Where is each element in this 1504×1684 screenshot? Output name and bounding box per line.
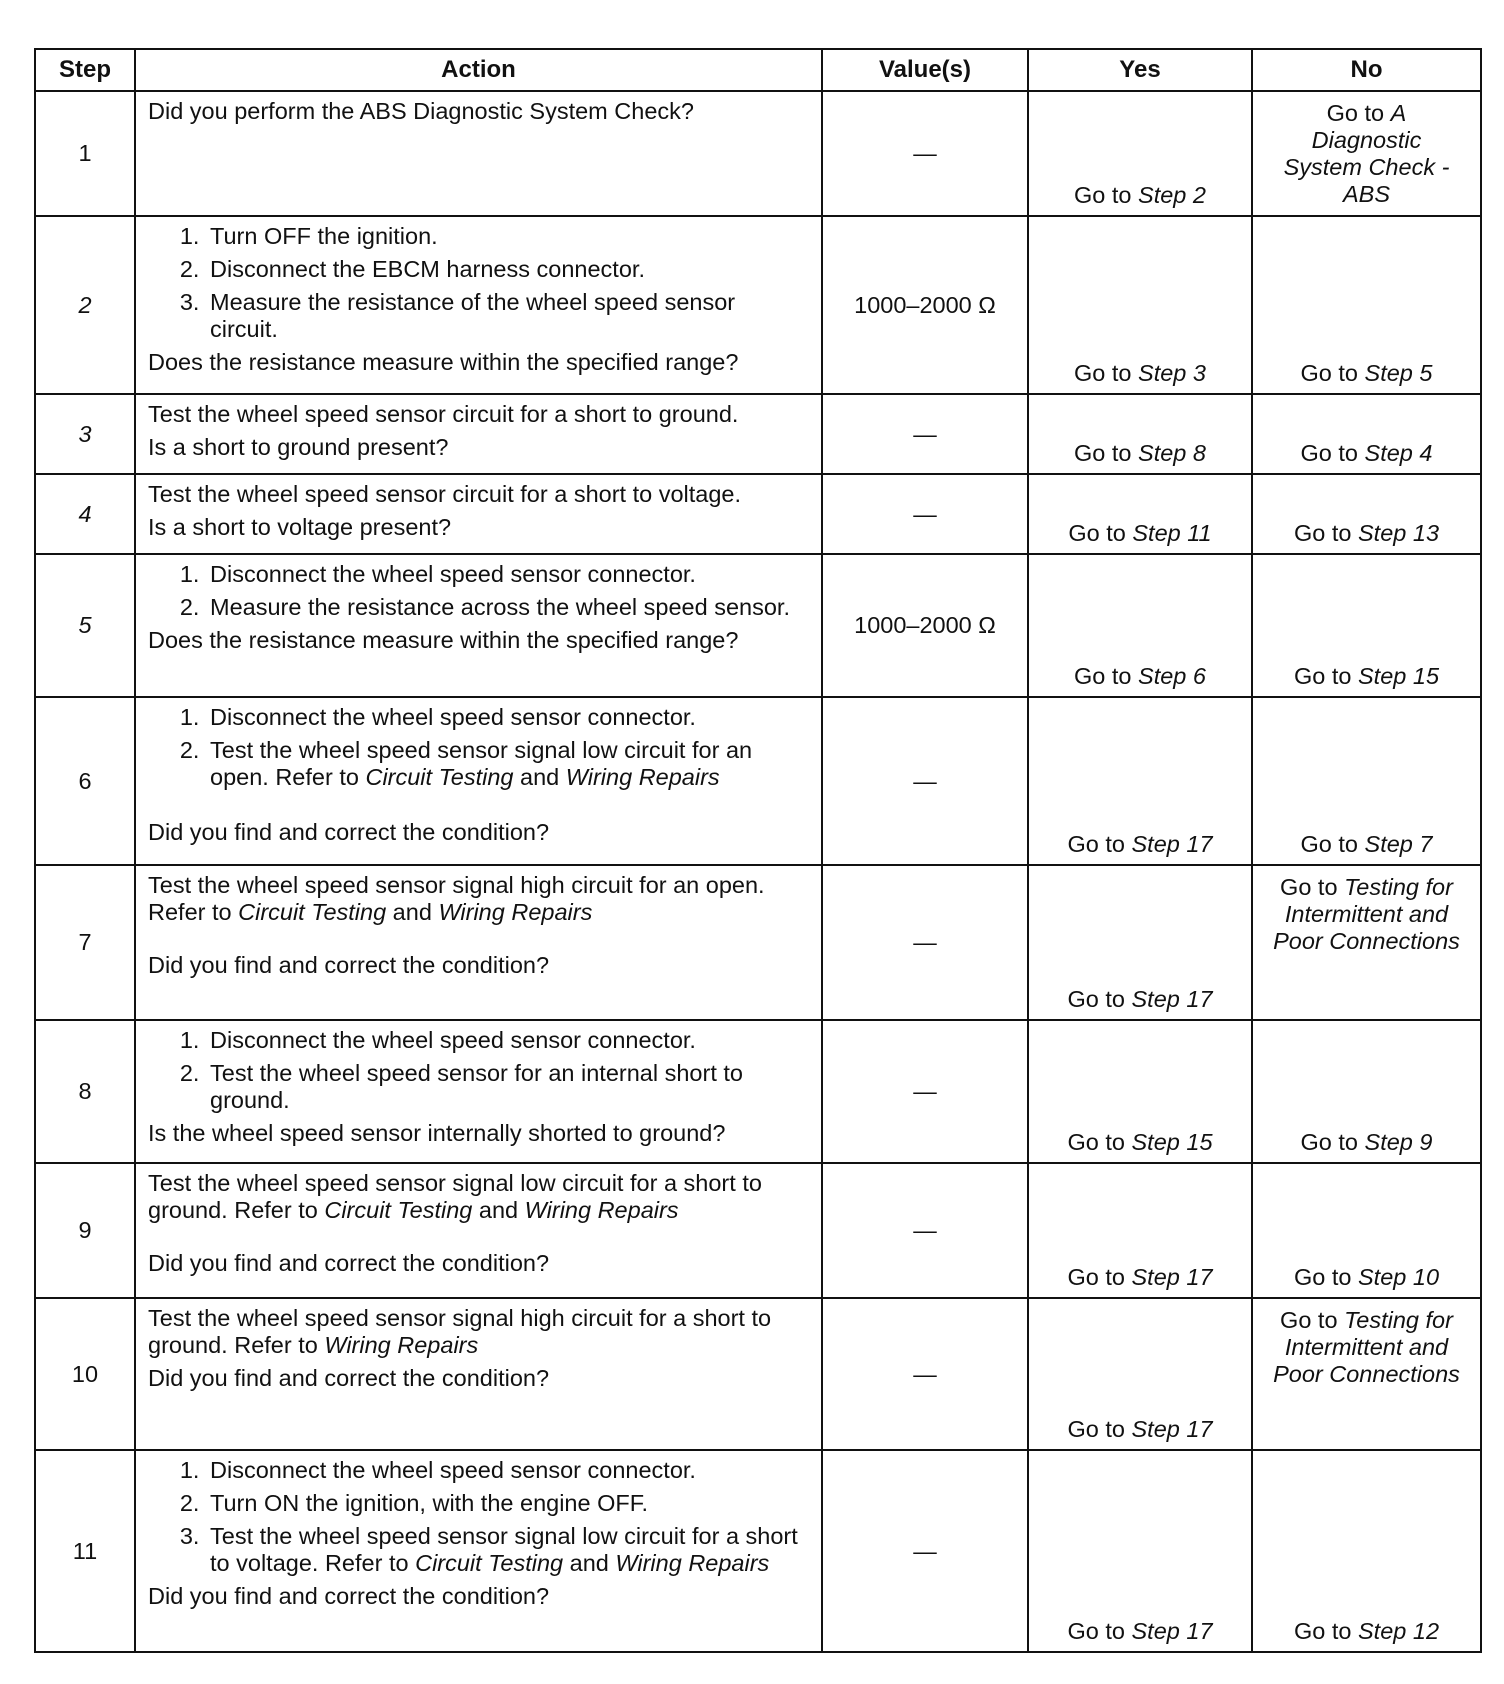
no-prefix: Go to xyxy=(1293,520,1358,546)
action-cell xyxy=(135,91,822,216)
action-question: Did you find and correct the condition? xyxy=(148,1365,550,1391)
no-link[interactable]: Step 9 xyxy=(1364,1129,1433,1155)
value-cell: — xyxy=(822,1020,1028,1163)
no-cell xyxy=(1252,1450,1481,1652)
reference-link[interactable]: Wiring Repairs xyxy=(438,899,593,925)
value-cell: — xyxy=(822,91,1028,216)
action-cell xyxy=(135,1450,822,1652)
yes-prefix: Go to xyxy=(1067,1264,1132,1290)
yes-prefix: Go to xyxy=(1068,520,1133,546)
value-cell: — xyxy=(822,1163,1028,1298)
value-cell: — xyxy=(822,697,1028,865)
no-prefix: Go to xyxy=(1293,1264,1358,1290)
action-list-item: 2. Disconnect the EBCM harness connector. xyxy=(206,256,809,283)
action-list xyxy=(148,704,809,791)
value-cell: — xyxy=(822,394,1028,474)
action-intro: Test the wheel speed sensor circuit for a short to ground. xyxy=(148,401,739,427)
table-row xyxy=(35,91,1481,216)
value-cell: — xyxy=(822,1450,1028,1652)
table-row xyxy=(35,1450,1481,1652)
step-number: 5 xyxy=(35,554,135,697)
header-value: Value(s) xyxy=(822,49,1028,91)
no-cell xyxy=(1252,865,1481,1020)
yes-link[interactable]: Step 17 xyxy=(1131,1264,1213,1290)
action-question: Is a short to voltage present? xyxy=(148,514,452,540)
yes-cell xyxy=(1028,91,1252,216)
action-list-item: 3. Measure the resistance of the wheel speed sensor circuit. xyxy=(206,289,809,343)
no-cell xyxy=(1252,697,1481,865)
reference-link[interactable]: Circuit Testing xyxy=(324,1197,473,1223)
header-yes: Yes xyxy=(1028,49,1252,91)
no-link[interactable]: A Diagnostic System Check - ABS xyxy=(1283,100,1450,207)
value-cell: 1000–2000 Ω xyxy=(822,554,1028,697)
yes-prefix: Go to xyxy=(1067,1129,1132,1155)
step-number: 9 xyxy=(35,1163,135,1298)
action-list-item xyxy=(206,737,809,791)
value-cell: 1000–2000 Ω xyxy=(822,216,1028,394)
action-cell xyxy=(135,216,822,394)
action-list-item: 1. Disconnect the wheel speed sensor connector. xyxy=(206,1457,809,1484)
yes-link[interactable]: Step 8 xyxy=(1138,440,1206,466)
yes-cell xyxy=(1028,474,1252,554)
action-list-item: 2. Turn ON the ignition, with the engine OFF. xyxy=(206,1490,809,1517)
no-link[interactable]: Step 10 xyxy=(1358,1264,1440,1290)
yes-prefix: Go to xyxy=(1074,360,1139,386)
no-prefix: Go to xyxy=(1280,1307,1345,1333)
action-list-item: 1. Disconnect the wheel speed sensor connector. xyxy=(206,561,809,588)
reference-link[interactable]: Circuit Testing xyxy=(365,764,514,790)
action-intro xyxy=(148,1170,809,1224)
no-link[interactable]: Testing for Intermittent and Poor Connections xyxy=(1273,1307,1460,1387)
reference-link[interactable]: Circuit Testing xyxy=(415,1550,564,1576)
action-intro: Test the wheel speed sensor circuit for a short to voltage. xyxy=(148,481,742,507)
table-row xyxy=(35,554,1481,697)
step-number: 3 xyxy=(35,394,135,474)
table-row xyxy=(35,1298,1481,1450)
reference-link[interactable]: Wiring Repairs xyxy=(615,1550,770,1576)
action-list-item: 1. Turn OFF the ignition. xyxy=(206,223,809,250)
header-action: Action xyxy=(135,49,822,91)
ref-joiner: and xyxy=(563,1550,616,1576)
diagnostic-table xyxy=(34,48,1482,1653)
action-list xyxy=(148,1457,809,1577)
action-question: Is a short to ground present? xyxy=(148,434,449,460)
action-text: Test the wheel speed sensor signal low circuit for an open. Refer to xyxy=(210,737,753,790)
yes-cell xyxy=(1028,1163,1252,1298)
yes-prefix: Go to xyxy=(1067,986,1132,1012)
action-cell xyxy=(135,1298,822,1450)
header-row xyxy=(35,49,1481,91)
value-cell: — xyxy=(822,1298,1028,1450)
action-text: Test the wheel speed sensor signal low circuit for a short to ground. Refer to xyxy=(148,1170,762,1223)
step-number: 1 xyxy=(35,91,135,216)
action-cell xyxy=(135,697,822,865)
yes-link[interactable]: Step 3 xyxy=(1138,360,1206,386)
action-list-item: 2. Test the wheel speed sensor for an internal short to ground. xyxy=(206,1060,809,1114)
yes-cell xyxy=(1028,1298,1252,1450)
action-cell xyxy=(135,394,822,474)
no-link[interactable]: Step 7 xyxy=(1364,831,1433,857)
yes-link[interactable]: Step 11 xyxy=(1132,520,1212,546)
step-number: 4 xyxy=(35,474,135,554)
table-row xyxy=(35,474,1481,554)
action-list xyxy=(148,223,809,343)
step-number: 10 xyxy=(35,1298,135,1450)
action-cell xyxy=(135,554,822,697)
action-cell xyxy=(135,1163,822,1298)
reference-link[interactable]: Wiring Repairs xyxy=(524,1197,679,1223)
yes-link[interactable]: Step 2 xyxy=(1138,182,1206,208)
action-list xyxy=(148,1027,809,1114)
yes-link[interactable]: Step 17 xyxy=(1131,1416,1213,1442)
table-row xyxy=(35,1020,1481,1163)
action-cell xyxy=(135,474,822,554)
action-question: Does the resistance measure within the specified range? xyxy=(148,627,739,653)
yes-prefix: Go to xyxy=(1067,1618,1132,1644)
action-question: Does the resistance measure within the specified range? xyxy=(148,349,739,375)
no-prefix: Go to xyxy=(1300,1129,1365,1155)
reference-link[interactable]: Circuit Testing xyxy=(238,899,387,925)
action-cell xyxy=(135,865,822,1020)
yes-prefix: Go to xyxy=(1067,831,1132,857)
reference-link[interactable]: Wiring Repairs xyxy=(565,764,720,790)
yes-cell xyxy=(1028,865,1252,1020)
action-list-item: 2. Measure the resistance across the wheel speed sensor. xyxy=(206,594,809,621)
action-question: Did you find and correct the condition? xyxy=(148,819,550,845)
no-cell xyxy=(1252,1163,1481,1298)
no-link[interactable]: Step 5 xyxy=(1364,360,1433,386)
yes-prefix: Go to xyxy=(1074,663,1139,689)
yes-cell xyxy=(1028,1450,1252,1652)
no-cell xyxy=(1252,1298,1481,1450)
value-cell: — xyxy=(822,474,1028,554)
diagnostic-table-sheet xyxy=(34,48,1480,1653)
step-number: 11 xyxy=(35,1450,135,1652)
no-cell xyxy=(1252,216,1481,394)
yes-link[interactable]: Step 6 xyxy=(1138,663,1206,689)
action-question: Did you find and correct the condition? xyxy=(148,1583,550,1609)
header-step: Step xyxy=(35,49,135,91)
action-cell xyxy=(135,1020,822,1163)
yes-link[interactable]: Step 15 xyxy=(1131,1129,1213,1155)
no-cell xyxy=(1252,474,1481,554)
yes-link[interactable]: Step 17 xyxy=(1131,831,1213,857)
ref-joiner: and xyxy=(513,764,566,790)
header-no: No xyxy=(1252,49,1481,91)
no-prefix: Go to xyxy=(1300,360,1365,386)
no-prefix: Go to xyxy=(1326,100,1391,126)
ref-joiner: and xyxy=(386,899,439,925)
action-intro xyxy=(148,872,809,926)
no-link[interactable]: Testing for Intermittent and Poor Connections xyxy=(1273,874,1460,954)
yes-cell xyxy=(1028,1020,1252,1163)
no-cell xyxy=(1252,394,1481,474)
no-cell xyxy=(1252,1020,1481,1163)
action-text: Test the wheel speed sensor signal high circuit for a short to ground. Refer to xyxy=(148,1305,772,1358)
action-question: Is the wheel speed sensor internally shorted to ground? xyxy=(148,1120,726,1146)
table-row xyxy=(35,1163,1481,1298)
no-cell xyxy=(1252,554,1481,697)
no-prefix: Go to xyxy=(1293,663,1358,689)
no-link[interactable]: Step 15 xyxy=(1358,663,1440,689)
yes-prefix: Go to xyxy=(1067,1416,1132,1442)
no-link[interactable]: Step 13 xyxy=(1358,520,1440,546)
table-row xyxy=(35,216,1481,394)
action-question: Did you find and correct the condition? xyxy=(148,1250,550,1276)
action-question: Did you perform the ABS Diagnostic System Check? xyxy=(148,98,694,124)
yes-link[interactable]: Step 17 xyxy=(1131,986,1213,1012)
ref-joiner: and xyxy=(472,1197,525,1223)
no-prefix: Go to xyxy=(1300,440,1365,466)
action-list-item: 1. Disconnect the wheel speed sensor connector. xyxy=(206,1027,809,1054)
yes-prefix: Go to xyxy=(1074,440,1139,466)
action-list-item xyxy=(206,1523,809,1577)
step-number: 8 xyxy=(35,1020,135,1163)
table-row xyxy=(35,697,1481,865)
step-number: 7 xyxy=(35,865,135,1020)
no-prefix: Go to xyxy=(1280,874,1345,900)
no-prefix: Go to xyxy=(1300,831,1365,857)
yes-link[interactable]: Step 17 xyxy=(1131,1618,1213,1644)
yes-cell xyxy=(1028,697,1252,865)
no-cell xyxy=(1252,91,1481,216)
step-number: 2 xyxy=(35,216,135,394)
yes-cell xyxy=(1028,394,1252,474)
action-list-item: 1. Disconnect the wheel speed sensor connector. xyxy=(206,704,809,731)
yes-prefix: Go to xyxy=(1074,182,1139,208)
yes-cell xyxy=(1028,216,1252,394)
reference-link[interactable]: Wiring Repairs xyxy=(324,1332,479,1358)
no-link[interactable]: Step 12 xyxy=(1358,1618,1440,1644)
table-row xyxy=(35,394,1481,474)
action-list xyxy=(148,561,809,621)
table-row xyxy=(35,865,1481,1020)
no-prefix: Go to xyxy=(1293,1618,1358,1644)
action-question: Did you find and correct the condition? xyxy=(148,952,550,978)
action-text: Test the wheel speed sensor signal high circuit for an open. Refer to xyxy=(148,872,765,925)
step-number: 6 xyxy=(35,697,135,865)
action-text: Test the wheel speed sensor signal low circuit for a short to voltage. Refer to xyxy=(210,1523,798,1576)
action-intro xyxy=(148,1305,809,1359)
value-cell: — xyxy=(822,865,1028,1020)
no-link[interactable]: Step 4 xyxy=(1364,440,1433,466)
yes-cell xyxy=(1028,554,1252,697)
